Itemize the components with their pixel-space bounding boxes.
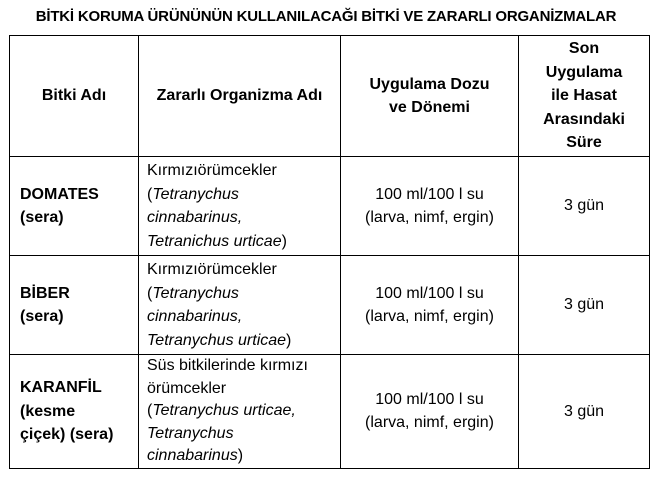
header-organism-name: Zararlı Organizma Adı [139,36,341,157]
header-row [10,36,650,157]
interval-cell: 3 gün [519,256,650,355]
table-row [10,256,650,355]
organism-line: Kırmızıörümcekler [147,162,277,179]
plant-cell [10,157,139,256]
header-dose-period [341,36,519,157]
plant-cell [10,256,139,355]
organism-cell [139,355,341,469]
organism-line: örümcekler [147,379,227,397]
table-row [10,157,650,256]
header-dose-line: ve Dönemi [389,99,470,116]
organism-line: Tetranichus urticae) [147,232,287,250]
header-plant-name: Bitki Adı [10,36,139,157]
header-interval-line: ile Hasat [551,87,617,105]
dose-period: (larva, nimf, ergin) [365,308,494,325]
organism-line: (Tetranychus [147,284,239,302]
organism-line: cinnabarinus, [147,308,243,325]
dose-amount: 100 ml/100 l su [375,284,484,302]
plant-name: BİBER [20,284,70,302]
header-interval-line: Arasındaki [543,110,625,128]
header-dose-line: Uygulama Dozu [369,75,490,93]
dose-amount: 100 ml/100 l su [375,390,484,408]
dose-period: (larva, nimf, ergin) [365,209,494,226]
organism-line: Süs bitkilerinde kırmızı [147,357,308,374]
page-title: BİTKİ KORUMA ÜRÜNÜNÜN KULLANILACAĞI BİTKİ VE ZARARLI ORGANİZMALAR [35,8,617,25]
plant-qualifier: (sera) [20,308,64,325]
interval-cell: 3 gün [519,157,650,256]
interval-cell: 3 gün [519,355,650,469]
dose-cell [341,355,519,469]
plant-cell [10,355,139,469]
plant-name: KARANFİL [20,379,102,396]
header-interval-line: Süre [566,134,602,152]
organism-line: cinnabarinus) [147,447,244,464]
dose-cell [341,157,519,256]
organism-cell [139,157,341,256]
organism-line: (Tetranychus urticae, [147,402,296,419]
organism-line: Kırmızıörümcekler [147,261,277,278]
plant-organism-table [9,35,650,469]
organism-line: cinnabarinus, [147,209,243,226]
dose-period: (larva, nimf, ergin) [365,414,494,432]
plant-qualifier: çiçek) (sera) [20,426,114,443]
plant-name: DOMATES [20,185,99,203]
header-interval-line: Son [568,40,600,58]
plant-qualifier: (sera) [20,209,64,226]
header-preharvest-interval [519,36,650,157]
organism-line: (Tetranychus [147,185,239,203]
organism-line: Tetranychus urticae) [147,331,292,349]
table-row [10,355,650,469]
dose-cell [341,256,519,355]
header-interval-line: Uygulama [545,63,623,81]
organism-cell [139,256,341,355]
organism-line: Tetranychus [147,424,234,442]
dose-amount: 100 ml/100 l su [375,185,484,203]
plant-qualifier: (kesme [20,402,76,420]
